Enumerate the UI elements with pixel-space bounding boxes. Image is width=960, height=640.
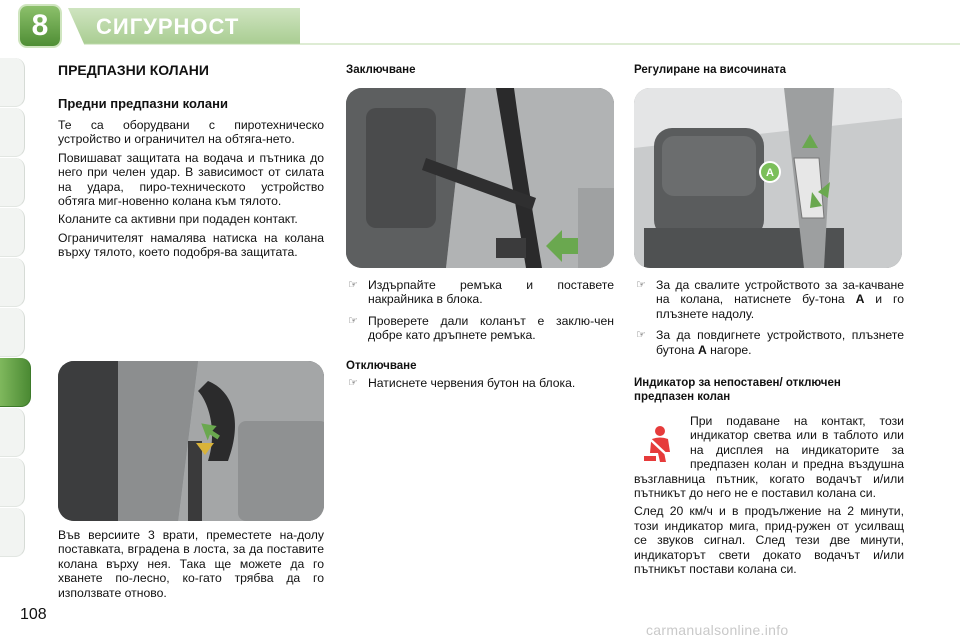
list-item <box>346 278 614 307</box>
seatbelt-guide-photo <box>58 361 324 521</box>
list-item-text: Натиснете червения бутон на блока. <box>368 376 576 390</box>
pointing-hand-icon: ☞ <box>348 314 358 327</box>
chapter-tab[interactable] <box>0 508 25 557</box>
button-a-ref: A <box>855 292 865 307</box>
list-item-text: Издърпайте ремъка и поставете накрайника в блока. <box>368 278 614 307</box>
chapter-number-badge: 8 <box>20 6 60 46</box>
photo-button-a-label: A <box>766 167 774 179</box>
indicator-text <box>634 414 904 580</box>
paragraph: Те са оборудвани с пиротехническо устройство и ограничител на обтяга-нето. <box>58 118 324 147</box>
list-item <box>346 376 614 390</box>
chapter-tab-active[interactable] <box>0 358 31 407</box>
seatbelt-warning-icon <box>636 422 682 468</box>
list-item-text: За да повдигнете устройството, плъзнете бутона <box>656 328 904 357</box>
paragraph: Повишават защитата на водача и пътника до него при челен удар. В зависимост от силата на удара, пиро-техническото устройство обтяга миг-новенно колана към тялото. <box>58 150 324 209</box>
left-intro-text <box>58 118 324 264</box>
pointing-hand-icon: ☞ <box>636 329 646 342</box>
lock-instructions <box>346 278 614 350</box>
height-adjust-heading: Регулиране на височината <box>634 64 787 76</box>
page-number: 108 <box>20 606 47 623</box>
section-title: ПРЕДПАЗНИ КОЛАНИ <box>58 62 209 78</box>
list-item-text: Проверете дали коланът е заклю-чен добре като дръпнете ремъка. <box>368 313 614 343</box>
unlock-instructions <box>346 376 614 397</box>
chapter-tab[interactable] <box>0 158 25 207</box>
left-bottom-text: Във версиите 3 врати, преместете на-долу поставката, вградена в лоста, за да поставите колана върху нея. Така ще можете да го хванете по-лесно, ко-гато трябва да го използвате отново. <box>58 528 324 600</box>
list-item-text: За да свалите устройството за за-качване на колана, натиснете бу-тона <box>656 278 904 307</box>
paragraph: Коланите са активни при подаден контакт. <box>58 212 298 227</box>
pointing-hand-icon: ☞ <box>348 279 358 291</box>
chapter-tab[interactable] <box>0 408 25 457</box>
button-a-ref: A <box>697 342 707 357</box>
list-item <box>634 328 904 357</box>
watermark-text: carmanualsonline.info <box>646 622 789 638</box>
chapter-tab[interactable] <box>0 308 25 357</box>
unlock-heading: Отключване <box>346 360 417 372</box>
paragraph: Ограничителят намалява натиска на колана върху тялото, което подобря-ва защитата. <box>58 230 324 260</box>
indicator-paragraph: След 20 км/ч и в продължение на 2 минути, този индикатор мига, прид-ружен от усилващ се звуков сигнал. След тези две минути, индикаторът свети докато водачът и/или пътникът постави колана си. <box>634 504 904 577</box>
list-item-text: и го плъзнете надолу. <box>656 292 904 321</box>
height-adjust-instructions <box>634 278 904 364</box>
chapter-side-tabs <box>0 58 32 588</box>
lock-heading: Заключване <box>346 64 416 76</box>
pointing-hand-icon: ☞ <box>636 279 646 291</box>
list-item-text: нагоре. <box>706 342 752 357</box>
chapter-title: СИГУРНОСТ <box>96 14 240 39</box>
chapter-tab[interactable] <box>0 458 25 507</box>
height-adjust-photo <box>634 88 902 268</box>
list-item <box>634 278 904 321</box>
chapter-tab[interactable] <box>0 258 25 307</box>
seatbelt-lock-photo <box>346 88 614 268</box>
subsection-title: Предни предпазни колани <box>58 96 228 111</box>
indicator-paragraph: При подаване на контакт, този индикатор светва или в таблото или на дисплея на индикаторите за предпазен колан и предна въздушна възглавница пътник, когато водачът и/или пътникът до него не е поставил колана си. <box>634 414 904 501</box>
chapter-tab[interactable] <box>0 208 25 257</box>
pointing-hand-icon: ☞ <box>348 377 358 389</box>
chapter-tab[interactable] <box>0 58 25 107</box>
chapter-tab[interactable] <box>0 108 25 157</box>
indicator-heading: Индикатор за непоставен/ отключен предпазен колан <box>634 377 841 403</box>
list-item <box>346 314 614 343</box>
